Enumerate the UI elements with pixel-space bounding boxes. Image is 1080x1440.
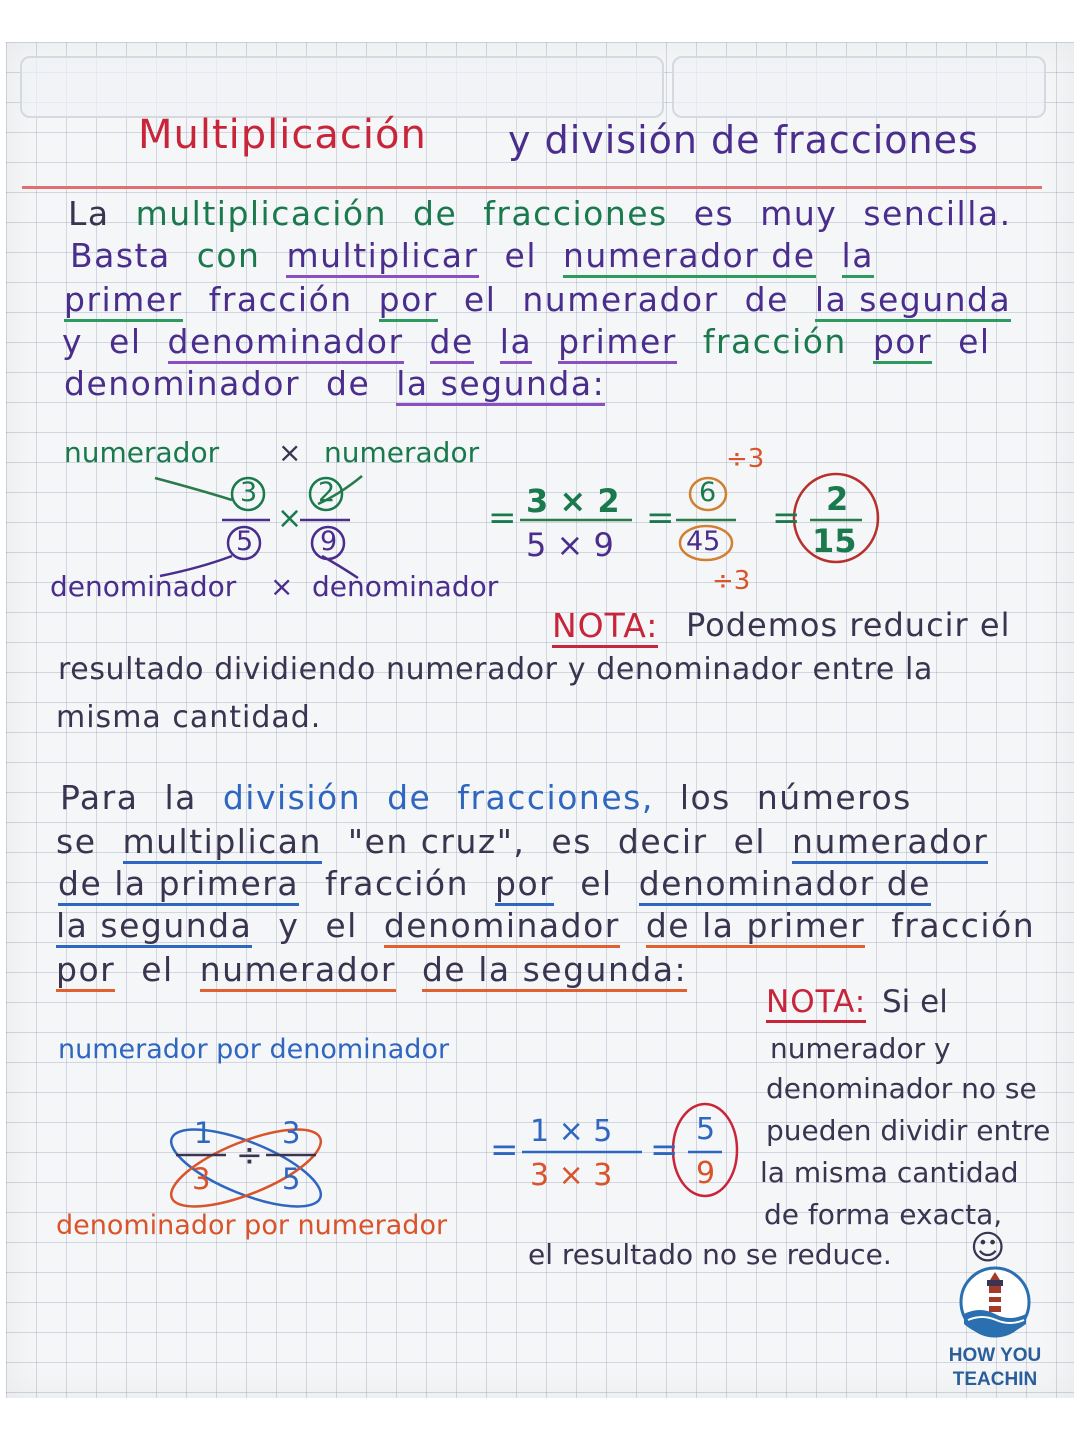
div-step-denominator: 3 × 3 <box>530 1158 613 1193</box>
word: el <box>463 280 497 319</box>
word: fracciones, <box>457 778 654 817</box>
num2: 2 <box>318 477 336 508</box>
word: es <box>551 822 592 861</box>
word: fracción <box>208 280 353 319</box>
mid-numerator: 6 <box>699 477 717 508</box>
equals-2: = <box>646 498 675 538</box>
smiley-icon: ☺ <box>970 1228 1006 1268</box>
page-title-part1: Multiplicación <box>138 112 427 158</box>
word: de <box>744 280 789 319</box>
word: la <box>842 236 874 278</box>
word: de la segunda: <box>422 950 687 992</box>
lighthouse-icon <box>940 1262 1050 1340</box>
divide-top: ÷3 <box>726 444 765 474</box>
word: muy <box>760 194 838 233</box>
word: el <box>733 822 767 861</box>
word: denominador de <box>639 864 931 906</box>
word: La <box>68 194 110 233</box>
note-label-2: NOTA: <box>766 984 866 1023</box>
word: de <box>430 322 474 364</box>
step-numerator: 3 × 2 <box>526 482 620 520</box>
note-2-line-3: denominador no se <box>766 1072 1037 1105</box>
div-den1: 3 <box>192 1162 211 1196</box>
word: denominador <box>168 322 404 364</box>
div-num1: 1 <box>194 1116 213 1150</box>
result-numerator: 2 <box>826 480 849 518</box>
note-2-line-4: pueden dividir entre <box>766 1114 1051 1147</box>
div-result-denominator: 9 <box>696 1156 716 1191</box>
times-op: × <box>277 501 303 536</box>
div-op: ÷ <box>236 1136 263 1174</box>
word: multiplicar <box>286 236 478 278</box>
mid-denominator: 45 <box>686 526 721 557</box>
word: y <box>278 906 300 945</box>
word: denominador <box>64 364 301 403</box>
word: es <box>693 194 735 233</box>
word: de <box>387 778 432 817</box>
word: la segunda: <box>396 364 605 406</box>
num1: 3 <box>240 477 258 508</box>
word: multiplicación <box>135 194 388 233</box>
label-denominador-por-numerador: denominador por numerador <box>56 1210 448 1241</box>
word: primer <box>64 280 183 322</box>
div-result-numerator: 5 <box>696 1112 716 1147</box>
word: se <box>56 822 97 861</box>
word: numerador de <box>563 236 816 278</box>
page-title-part2: y división de fracciones <box>508 118 979 162</box>
word: por <box>495 864 554 906</box>
word: el <box>958 322 991 361</box>
word: los <box>679 778 731 817</box>
note-2-line-7: el resultado no se reduce. <box>528 1238 892 1271</box>
word: fracciones <box>483 194 668 233</box>
word: la segunda <box>815 280 1011 322</box>
word: el <box>580 864 613 903</box>
label-denominator-right: denominador <box>312 570 499 603</box>
word: el <box>325 906 358 945</box>
label-times-top: × <box>278 436 302 469</box>
note-1-line-2: resultado dividiendo numerador y denominador entre la <box>58 652 933 687</box>
word: por <box>56 950 115 992</box>
word: la segunda <box>56 906 252 948</box>
word: de la primer <box>646 906 865 948</box>
div-den2: 5 <box>282 1162 301 1196</box>
div-num2: 3 <box>282 1116 301 1150</box>
div-step-numerator: 1 × 5 <box>530 1114 613 1149</box>
logo-text-line-2: TEACHIN <box>952 1369 1038 1390</box>
word: números <box>756 778 912 817</box>
logo-text-line-1: HOW YOU <box>948 1345 1042 1366</box>
word: fracción <box>325 864 470 903</box>
word: primer <box>558 322 677 364</box>
word: el <box>109 322 142 361</box>
word: numerador <box>200 950 396 992</box>
note-1-line-3: misma cantidad. <box>56 700 322 735</box>
word: por <box>873 322 932 364</box>
word: sencilla. <box>863 194 1012 233</box>
word: y <box>62 322 84 361</box>
word: división <box>222 778 362 817</box>
word: la <box>164 778 197 817</box>
div-equals-2: = <box>650 1130 679 1170</box>
equals-1: = <box>488 498 517 538</box>
label-numerator-left: numerador <box>64 436 220 469</box>
note-2-line-2: numerador y <box>770 1032 951 1065</box>
den2: 9 <box>320 526 338 557</box>
word: de <box>326 364 371 403</box>
word: Para <box>60 778 139 817</box>
word: "en cruz", <box>347 822 526 861</box>
word: de <box>413 194 458 233</box>
word: el <box>141 950 174 989</box>
label-denominator-left: denominador <box>50 570 237 603</box>
note-2-line-6: de forma exacta, <box>764 1198 1003 1231</box>
word: decir <box>617 822 708 861</box>
word: de la primera <box>58 864 299 906</box>
divide-bottom: ÷3 <box>712 566 751 596</box>
note-1-line-1: Podemos reducir el <box>686 606 1011 644</box>
note-label-1: NOTA: <box>552 606 658 648</box>
label-times-bottom: × <box>270 570 294 603</box>
word: fracción <box>891 906 1036 945</box>
label-numerator-por-denominador: numerador por denominador <box>58 1034 450 1065</box>
word: multiplican <box>123 822 322 864</box>
word: la <box>500 322 532 364</box>
label-numerator-right: numerador <box>324 436 480 469</box>
word: el <box>504 236 538 275</box>
result-denominator: 15 <box>812 522 857 560</box>
den1: 5 <box>236 526 254 557</box>
word: fracción <box>702 322 847 361</box>
div-equals-1: = <box>490 1130 519 1170</box>
how-you-teachin-logo <box>940 1262 1050 1392</box>
word: con <box>196 236 261 275</box>
word: por <box>379 280 438 322</box>
word: numerador <box>522 280 719 319</box>
word: denominador <box>384 906 620 948</box>
word: numerador <box>792 822 988 864</box>
equals-3: = <box>772 498 801 538</box>
word: Basta <box>70 236 171 275</box>
note-2-line-5: la misma cantidad <box>760 1156 1019 1189</box>
note-2-line-1: Si el <box>882 984 948 1020</box>
step-denominator: 5 × 9 <box>526 526 614 564</box>
